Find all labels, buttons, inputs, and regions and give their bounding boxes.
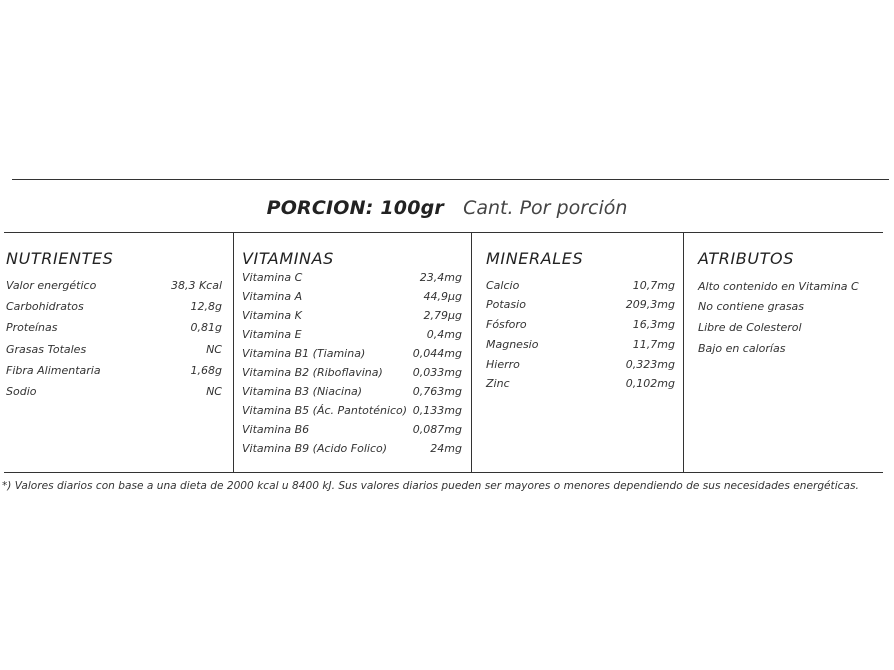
minerales-row-name: Calcio [486, 279, 520, 292]
nutrientes-row-value: 38,3 Kcal [170, 279, 222, 292]
minerales-row-value: 0,102mg [625, 377, 675, 390]
top-divider [12, 179, 889, 180]
vitaminas-row-value: 24mg [430, 442, 462, 455]
atributos-heading: ATRIBUTOS [698, 249, 795, 268]
vitaminas-row-name: Vitamina E [242, 328, 302, 341]
atributos-item: Alto contenido en Vitamina C [698, 280, 859, 293]
portion-title: PORCION: 100gr [266, 197, 444, 219]
header-divider [4, 232, 883, 233]
vitaminas-row-name: Vitamina A [242, 290, 303, 303]
minerales-row-value: 11,7mg [632, 338, 675, 351]
vitaminas-row-value: 0,133mg [412, 404, 462, 417]
nutrientes-row-name: Carbohidratos [6, 300, 84, 313]
vitaminas-row-name: Vitamina B1 (Tiamina) [242, 347, 366, 360]
nutrientes-row-value: 1,68g [190, 364, 222, 377]
minerales-row-name: Hierro [486, 358, 520, 371]
vitaminas-row-name: Vitamina B2 (Riboflavina) [242, 366, 383, 379]
nutrientes-row-value: 12,8g [190, 300, 222, 313]
nutrientes-row-value: NC [206, 385, 222, 398]
nutrientes-row-name: Grasas Totales [6, 343, 87, 356]
nutrientes-row-value: 0,81g [190, 321, 222, 334]
vitaminas-row-value: 0,763mg [412, 385, 462, 398]
vitaminas-row-name: Vitamina B5 (Ác. Pantoténico) [242, 404, 408, 417]
nutrientes-row-name: Proteínas [6, 321, 58, 334]
vitaminas-row-value: 0,033mg [412, 366, 462, 379]
table-bottom-divider [4, 472, 883, 473]
vitaminas-row-name: Vitamina B9 (Acido Folico) [242, 442, 388, 455]
vitaminas-row-value: 0,087mg [412, 423, 462, 436]
nutrientes-row-name: Fibra Alimentaria [6, 364, 101, 377]
portion-header [0, 197, 894, 219]
vitaminas-row-value: 44,9µg [423, 290, 462, 303]
atributos-item: No contiene grasas [698, 300, 805, 313]
vitaminas-row-value: 23,4mg [419, 271, 462, 284]
atributos-item: Libre de Colesterol [698, 321, 802, 334]
nutrientes-heading: NUTRIENTES [6, 249, 114, 268]
clipped-text-fragment [394, 163, 397, 171]
vitaminas-row-value: 0,4mg [426, 328, 462, 341]
vitaminas-row-name: Vitamina B6 [242, 423, 310, 436]
column-divider [233, 233, 234, 473]
atributos-item: Bajo en calorías [698, 342, 786, 355]
minerales-heading: MINERALES [486, 249, 584, 268]
column-divider [471, 233, 472, 473]
vitaminas-row-name: Vitamina K [242, 309, 302, 322]
vitaminas-row-value: 0,044mg [412, 347, 462, 360]
minerales-row-value: 0,323mg [625, 358, 675, 371]
minerales-row-value: 16,3mg [632, 318, 675, 331]
minerales-row-name: Potasio [486, 298, 526, 311]
column-divider [683, 233, 684, 473]
minerales-row-name: Zinc [486, 377, 510, 390]
minerales-row-value: 10,7mg [632, 279, 675, 292]
portion-subtitle: Cant. Por porción [463, 197, 628, 219]
vitaminas-row-name: Vitamina C [242, 271, 303, 284]
minerales-row-value: 209,3mg [625, 298, 675, 311]
nutrientes-row-name: Sodio [6, 385, 37, 398]
vitaminas-row-name: Vitamina B3 (Niacina) [242, 385, 363, 398]
nutrientes-row-value: NC [206, 343, 222, 356]
footnote: *) Valores diarios con base a una dieta de 2000 kcal u 8400 kJ. Sus valores diarios pueden ser mayores o menores dependiendo de sus necesidades energéticas. [2, 480, 859, 492]
vitaminas-heading: VITAMINAS [242, 249, 334, 268]
nutrientes-row-name: Valor energético [6, 279, 97, 292]
vitaminas-row-value: 2,79µg [423, 309, 462, 322]
minerales-row-name: Fósforo [486, 318, 527, 331]
minerales-row-name: Magnesio [486, 338, 539, 351]
